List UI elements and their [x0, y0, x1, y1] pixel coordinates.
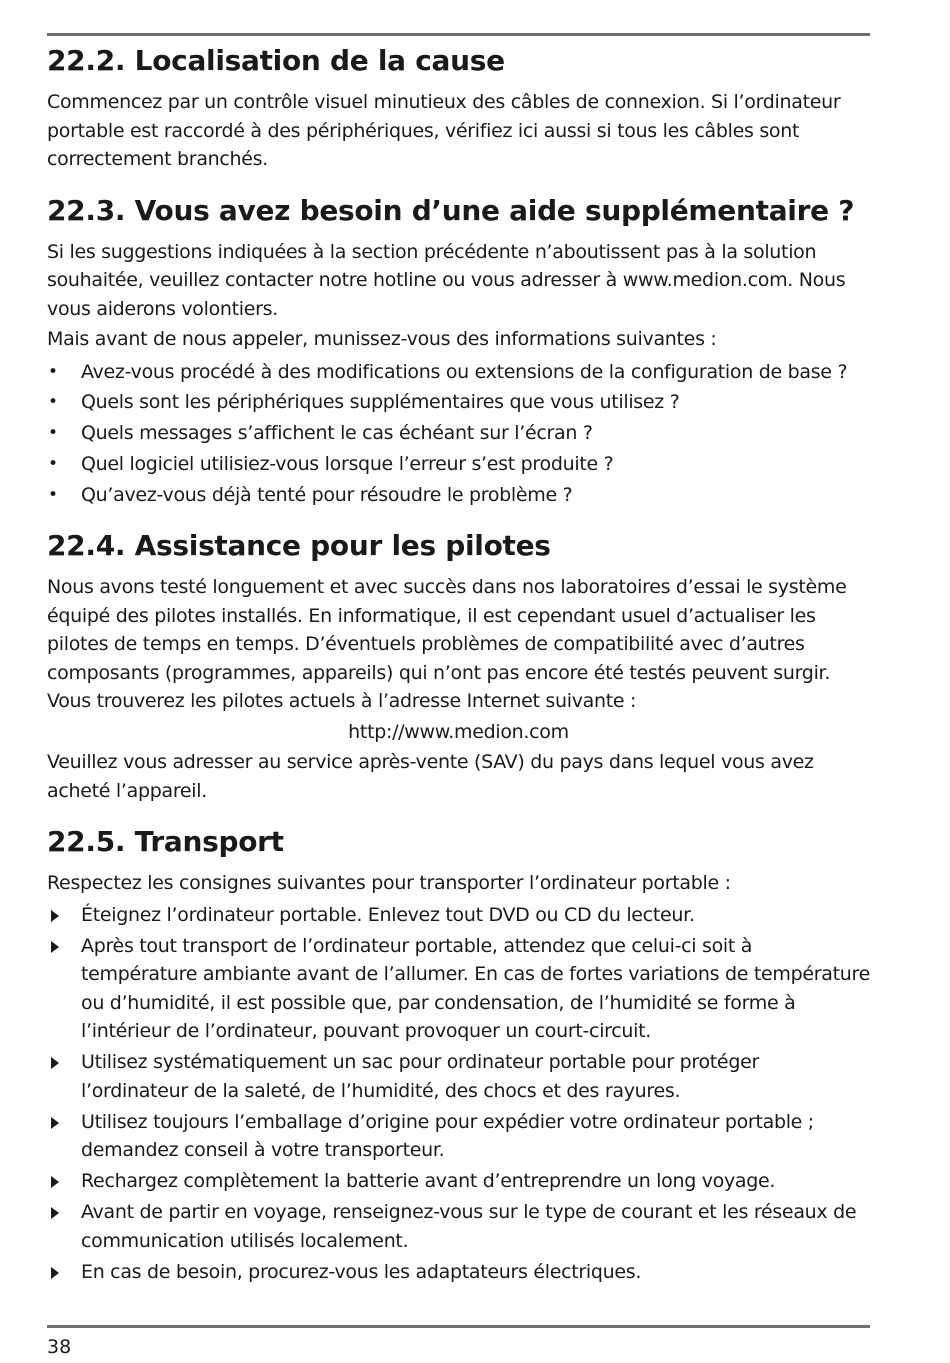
- list-item: • Quel logiciel utilisiez-vous lorsque l’erreur s’est produite ?: [47, 450, 870, 479]
- triangle-right-icon: [51, 941, 59, 953]
- paragraph-22-3-1: Si les suggestions indiquées à la section précédente n’aboutissent pas à la solution souhaitée, veuillez contacter notre hotline ou vous adresser à www.medion.com. Nous vous aiderons volontiers.: [47, 240, 846, 320]
- bullet-icon: •: [48, 423, 58, 444]
- paragraph-22-5-intro: Respectez les consignes suivantes pour transporter l’ordinateur portable :: [47, 872, 731, 895]
- list-item: Avant de partir en voyage, renseignez-vous sur le type de courant et les réseaux de communication utilisés localement.: [47, 1198, 870, 1255]
- list-item: Utilisez systématiquement un sac pour ordinateur portable pour protéger l’ordinateur de la saleté, de l’humidité, des chocs et des rayures.: [47, 1048, 870, 1105]
- page-number: 38: [47, 1336, 72, 1358]
- list-item: Éteignez l’ordinateur portable. Enlevez tout DVD ou CD du lecteur.: [47, 901, 870, 930]
- paragraph-22-3-2: Mais avant de nous appeler, munissez-vous des informations suivantes :: [47, 328, 717, 350]
- list-item: Rechargez complètement la batterie avant d’entreprendre un long voyage.: [47, 1167, 870, 1196]
- triangle-right-icon: [51, 1207, 59, 1219]
- bullet-list-22-3: [47, 358, 870, 510]
- driver-url: http://www.medion.com: [348, 720, 569, 743]
- bottom-rule: [47, 1325, 870, 1328]
- paragraph-22-2: Commencez par un contrôle visuel minutieux des câbles de connexion. Si l’ordinateur portable est raccordé à des périphériques, vérifiez ici aussi si tous les câbles sont correctement branchés.: [47, 91, 841, 170]
- bullet-icon: •: [48, 484, 58, 505]
- triangle-right-icon: [51, 1117, 59, 1129]
- bullet-icon: •: [48, 392, 58, 413]
- bullet-icon: •: [48, 361, 58, 382]
- arrow-list-22-5: [47, 901, 870, 1287]
- triangle-right-icon: [51, 1176, 59, 1188]
- triangle-right-icon: [51, 910, 59, 922]
- list-item: • Quels sont les périphériques supplémentaires que vous utilisez ?: [47, 388, 870, 417]
- heading-22-2: 22.2. Localisation de la cause: [47, 44, 505, 77]
- triangle-right-icon: [51, 1267, 59, 1279]
- heading-22-5: 22.5. Transport: [47, 825, 284, 859]
- heading-22-3: 22.3. Vous avez besoin d’une aide supplémentaire ?: [47, 193, 855, 227]
- paragraph-22-4-1: Nous avons testé longuement et avec succès dans nos laboratoires d’essai le système équipé des pilotes installés. En informatique, il est cependant usuel d’actualiser les pilotes de temps en temps. D’éventuels problèmes de compatibilité avec d’autres composants (programmes, appareils) qui n’ont pas encore été testés peuvent surgir. Vous trouverez les pilotes actuels à l’adresse Internet suivante :: [47, 576, 847, 713]
- list-item: • Avez-vous procédé à des modifications ou extensions de la configuration de base ?: [47, 358, 870, 387]
- list-item: Utilisez toujours l’emballage d’origine pour expédier votre ordinateur portable ; demandez conseil à votre transporteur.: [47, 1108, 870, 1165]
- bullet-icon: •: [48, 453, 58, 474]
- list-item: • Qu’avez-vous déjà tenté pour résoudre le problème ?: [47, 481, 870, 510]
- top-rule: [47, 33, 870, 36]
- page-content: [47, 0, 870, 1286]
- triangle-right-icon: [51, 1057, 59, 1069]
- list-item: En cas de besoin, procurez-vous les adaptateurs électriques.: [47, 1258, 870, 1287]
- list-item: • Quels messages s’affichent le cas échéant sur l’écran ?: [47, 419, 870, 448]
- heading-22-4: 22.4. Assistance pour les pilotes: [47, 529, 551, 563]
- paragraph-22-4-2: Veuillez vous adresser au service après-vente (SAV) du pays dans lequel vous avez acheté l’appareil.: [47, 751, 814, 802]
- list-item: Après tout transport de l’ordinateur portable, attendez que celui-ci soit à température ambiante avant de l’allumer. En cas de fortes variations de température ou d’humidité, il est possible que, par condensation, de l’humidité se forme à l’intérieur de l’ordinateur, pouvant provoquer un court-circuit.: [47, 932, 870, 1046]
